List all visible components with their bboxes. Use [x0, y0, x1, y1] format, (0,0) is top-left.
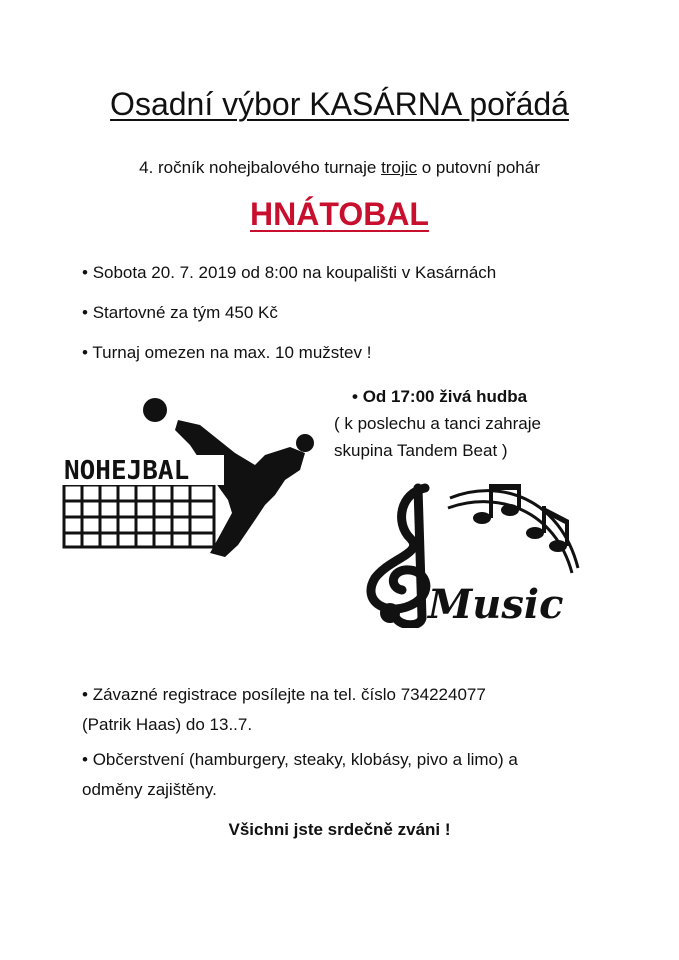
music-logo-text: Music	[428, 581, 564, 628]
nohejbal-illustration	[60, 395, 330, 565]
nohejbal-logo-text: NOHEJBAL	[64, 456, 190, 486]
registration: • Závazné registrace posílejte na tel. číslo 734224077 (Patrik Haas) do 13..7.	[82, 685, 486, 734]
info-fee: • Startovné za tým 450 Kč	[82, 303, 278, 322]
treble-clef-icon	[371, 488, 426, 625]
subtitle: 4. ročník nohejbalového turnaje trojic o putovní pohár	[139, 158, 540, 177]
music-notes-icon	[473, 484, 569, 552]
info-date: • Sobota 20. 7. 2019 od 8:00 na koupališti v Kasárnách	[82, 263, 497, 282]
music-line-2: skupina Tandem Beat )	[334, 441, 508, 460]
refreshments: • Občerstvení (hamburgery, steaky, klobásy, pivo a limo) a odměny zajištěny.	[82, 750, 518, 799]
music-line-1: ( k poslechu a tanci zahraje	[334, 414, 541, 433]
player-silhouette	[175, 420, 314, 557]
event-name: HNÁTOBAL	[250, 196, 429, 232]
music-time: • Od 17:00 živá hudba	[352, 387, 528, 406]
closing-line: Všichni jste srdečně zváni !	[228, 820, 451, 839]
ball-icon	[143, 398, 167, 422]
net-graphic	[64, 485, 214, 547]
page-title: Osadní výbor KASÁRNA pořádá	[110, 86, 569, 122]
info-limit: • Turnaj omezen na max. 10 mužstev !	[82, 343, 372, 362]
music-illustration	[330, 478, 590, 628]
music-info	[334, 383, 634, 464]
